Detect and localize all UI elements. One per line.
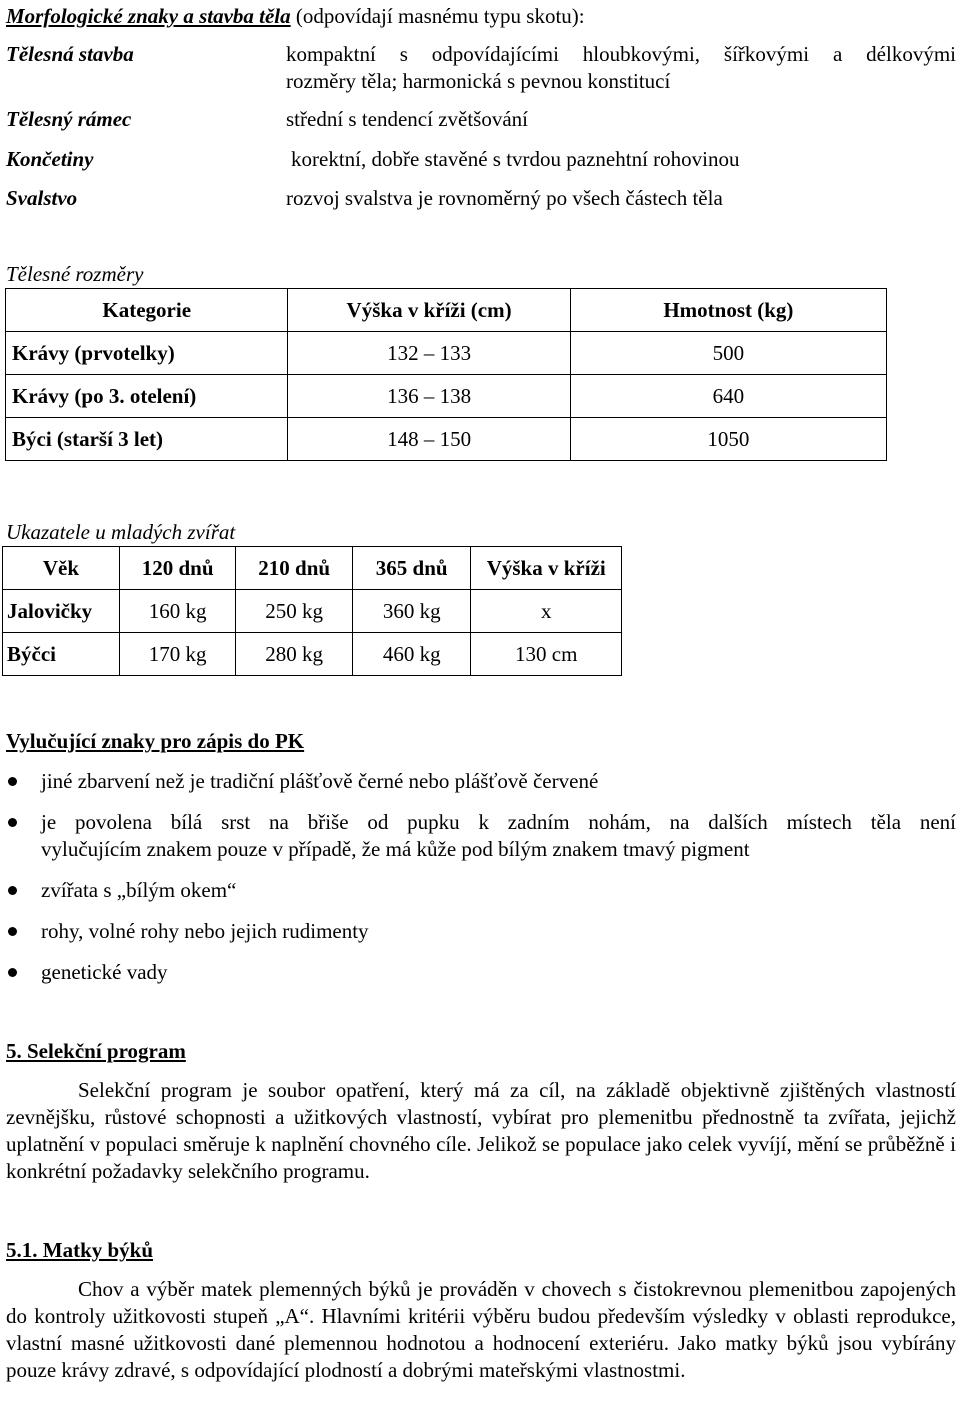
dims-caption: Tělesné rozměry — [6, 262, 144, 286]
young-cell: 460 kg — [352, 633, 471, 676]
young-caption: Ukazatele u mladých zvířat — [6, 520, 236, 544]
mothers-paragraph — [6, 1276, 956, 1384]
selection-paragraph-text: Selekční program je soubor opatření, který má za cíl, na základě objektivně zjištěných vlastností zevnějšku, růstové schopnosti a užitkových vlastností, vybírat pro plemenitbu přednostně ta zvířata, jejichž uplatnění v populaci směruje k naplnění chovného cíle. Jelikož se populace jako celek vyvíjí, mění se průběžně i konkrétní požadavky selekčního programu. — [6, 1078, 956, 1183]
young-cell: 130 cm — [471, 633, 622, 676]
table-row — [3, 633, 622, 676]
bullet-icon — [8, 968, 17, 977]
morph-value-frame: střední s tendencí zvětšování — [286, 107, 529, 131]
selection-heading: 5. Selekční program — [6, 1039, 186, 1063]
list-item: je povolena bílá srst na břiše od pupku k zadním nohám, na dalších místech těla není — [41, 810, 956, 834]
table-row — [6, 418, 887, 461]
selection-paragraph — [6, 1077, 956, 1185]
young-header-210: 210 dnů — [236, 547, 353, 590]
young-header-120: 120 dnů — [119, 547, 236, 590]
young-header-height: Výška v kříži — [471, 547, 622, 590]
young-cell-label: Jalovičky — [3, 590, 120, 633]
dims-table — [5, 288, 887, 461]
morphology-heading-bold: Morfologické znaky a stavba těla — [6, 4, 291, 28]
young-cell: 280 kg — [236, 633, 353, 676]
young-cell: x — [471, 590, 622, 633]
morph-value-muscles: rozvoj svalstva je rovnoměrný po všech částech těla — [286, 186, 723, 210]
young-header-365: 365 dnů — [352, 547, 471, 590]
morph-value-body-build-1: kompaktní s odpovídajícími hloubkovými, šířkovými a délkovými — [286, 42, 956, 66]
bullet-icon — [8, 818, 17, 827]
list-item-continuation: vylučujícím znakem pouze v případě, že má kůže pod bílým znakem tmavý pigment — [41, 837, 750, 861]
bullet-icon — [8, 777, 17, 786]
morph-label-frame: Tělesný rámec — [6, 107, 132, 131]
list-item: rohy, volné rohy nebo jejich rudimenty — [41, 919, 369, 943]
dims-header-row — [6, 289, 887, 332]
young-cell-label: Býčci — [3, 633, 120, 676]
young-cell: 360 kg — [352, 590, 471, 633]
table-row — [3, 590, 622, 633]
dims-cell-weight: 1050 — [570, 418, 886, 461]
morph-label-body-build: Tělesná stavba — [6, 42, 134, 66]
morphology-heading-rest: (odpovídají masnému typu skotu): — [290, 4, 585, 28]
dims-cell-height: 136 – 138 — [288, 375, 570, 418]
dims-cell-weight: 500 — [570, 332, 886, 375]
young-cell: 250 kg — [236, 590, 353, 633]
dims-header-height: Výška v kříži (cm) — [288, 289, 570, 332]
dims-cell-category: Krávy (prvotelky) — [6, 332, 288, 375]
dims-cell-height: 148 – 150 — [288, 418, 570, 461]
list-item: zvířata s „bílým okem“ — [41, 878, 237, 902]
dims-cell-category: Býci (starší 3 let) — [6, 418, 288, 461]
mothers-heading: 5.1. Matky býků — [6, 1238, 154, 1262]
list-item: genetické vady — [41, 960, 168, 984]
exclude-heading: Vylučující znaky pro zápis do PK — [6, 729, 305, 753]
young-table — [2, 546, 622, 676]
dims-header-category: Kategorie — [6, 289, 288, 332]
table-row — [6, 375, 887, 418]
dims-cell-category: Krávy (po 3. otelení) — [6, 375, 288, 418]
morph-label-limbs: Končetiny — [6, 147, 94, 171]
young-header-row — [3, 547, 622, 590]
mothers-paragraph-text: Chov a výběr matek plemenných býků je prováděn v chovech s čistokrevnou plemenitbou zapojených do kontroly užitkovosti stupeň „A“. Hlavními kritérii výběru budou především výsledky v oblasti reprodukce, vlastní masné užitkovosti dané plemennou hodnotou a hodnocení exteriéru. Jako matky býků jsou vybírány pouze krávy zdravé, s odpovídající plodností a dobrými mateřskými vlastnostmi. — [6, 1277, 956, 1382]
bullet-icon — [8, 886, 17, 895]
young-cell: 170 kg — [119, 633, 236, 676]
dims-header-weight: Hmotnost (kg) — [570, 289, 886, 332]
morphology-heading — [6, 4, 585, 29]
young-header-age: Věk — [3, 547, 120, 590]
dims-cell-height: 132 – 133 — [288, 332, 570, 375]
morph-label-muscles: Svalstvo — [6, 186, 78, 210]
bullet-icon — [8, 927, 17, 936]
morph-value-body-build-2: rozměry těla; harmonická s pevnou konstitucí — [286, 69, 671, 93]
young-cell: 160 kg — [119, 590, 236, 633]
list-item: jiné zbarvení než je tradiční plášťově černé nebo plášťově červené — [41, 769, 599, 793]
table-row — [6, 332, 887, 375]
dims-cell-weight: 640 — [570, 375, 886, 418]
morph-value-limbs: korektní, dobře stavěné s tvrdou paznehtní rohovinou — [291, 147, 740, 171]
